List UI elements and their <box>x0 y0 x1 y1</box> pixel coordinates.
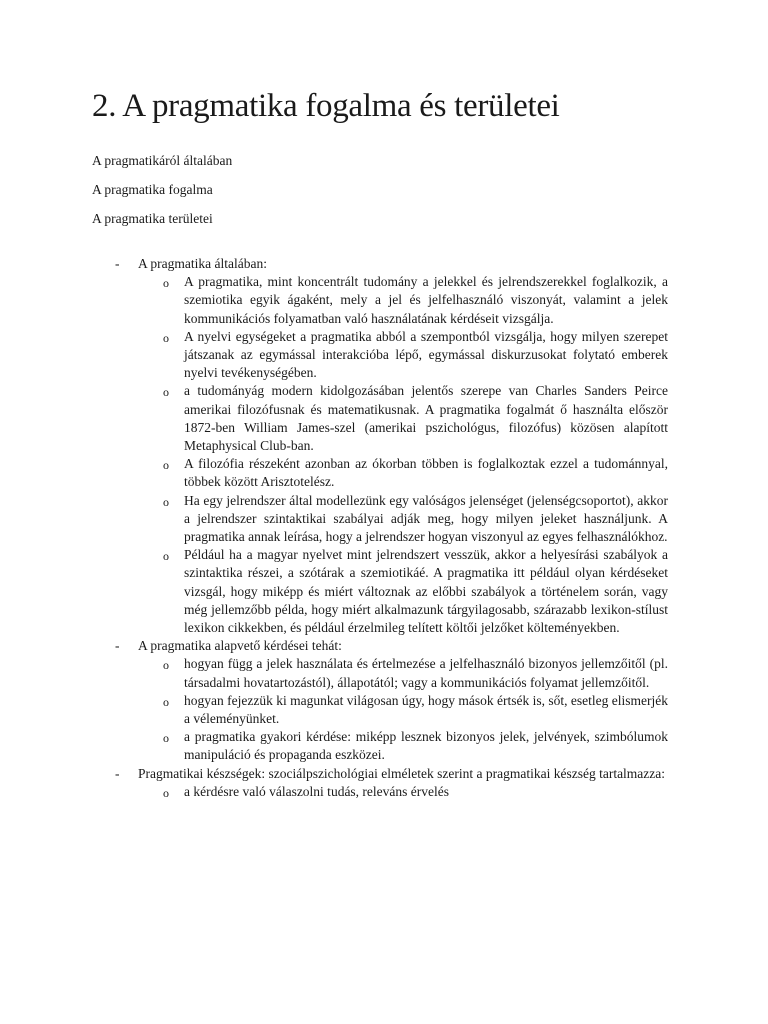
circle-bullet: o <box>163 330 169 345</box>
toc-item-general: A pragmatikáról általában <box>92 153 233 168</box>
list-item <box>138 546 668 637</box>
list-item-text: hogyan függ a jelek használata és értelmezése a jelfelhasználó bizonyos jellemzőitől (pl. társadalmi hovatartozástól), állapotától; vagy a kommunikációs folyamat jellemzőitől. <box>184 656 668 690</box>
list-item-text: a kérdésre való válaszolni tudás, releváns érvelés <box>184 783 450 799</box>
circle-bullet: o <box>163 385 169 400</box>
circle-bullet: o <box>163 494 169 509</box>
table-of-contents <box>92 152 676 227</box>
list-item <box>138 382 668 455</box>
list-item-text: Ha egy jelrendszer által modellezünk egy valóságos jelenséget (jelenségcsoportot), akkor a jelrendszer szintaktikai szabályai adják meg, hogy milyen jeleket használjunk. A pragmatika annak leírása, hogy a jelrendszer hogyan viszonyul az egyes felhasználókhoz. <box>184 492 668 545</box>
list-item-text: Például ha a magyar nyelvet mint jelrendszert vesszük, akkor a helyesírási szabályok a szintaktika részei, a szótárak a szemiotikáé. A pragmatika itt például olyan kérdéseket vizsgál, hogy miképp és miért változnak az előbbi szabályok a történelem során, vagy még jellemzőbb példa, hogy miért alkalmazunk tárgyilagosabb, szárazabb lexikon-stílust lexikon cikkekben, és például érzelmileg telített költői jelzőket költeményekben. <box>184 547 668 636</box>
list-item <box>138 328 668 383</box>
list-item-text: a pragmatika gyakori kérdése: miképp lesznek bizonyos jelek, jelvények, szimbólumok manipuláció és propaganda eszközei. <box>184 729 668 763</box>
circle-bullet: o <box>163 731 169 746</box>
circle-bullet: o <box>163 458 169 473</box>
list-item <box>138 655 668 691</box>
list-item-text: A pragmatika, mint koncentrált tudomány a jelekkel és jelrendszerekkel foglalkozik, a szemiotika egyik ágaként, mely a jel és jelfelhasználó viszonyát, valamint a jelek kommunikációs folyamatban való használatának kérdéseit vizsgálja. <box>184 274 668 326</box>
dash-bullet: - <box>115 638 120 654</box>
circle-bullet: o <box>163 785 169 800</box>
list-item <box>138 692 668 728</box>
list-item <box>138 728 668 764</box>
circle-bullet: o <box>163 549 169 564</box>
list-item-text: hogyan fejezzük ki magunkat világosan úgy, hogy mások értsék is, sőt, esetleg elismerjék a véleményünket. <box>184 692 668 727</box>
list-item-text: a tudományág modern kidolgozásában jelentős szerepe van Charles Sanders Peirce amerikai filozófusnak és matematikusnak. A pragmatika fogalmát ő használta először 1872-ben William James-szel (amerikai pszichológus, filozófus) közösen alapított Metaphysical Club-ban. <box>184 383 668 454</box>
page-title: 2. A pragmatika fogalma és területei <box>92 88 560 124</box>
dash-bullet: - <box>115 256 120 271</box>
list-item <box>138 492 668 547</box>
toc-item-concept: A pragmatika fogalma <box>92 182 213 197</box>
circle-bullet: o <box>163 276 169 291</box>
list-item-text: A nyelvi egységeket a pragmatika abból a szempontból vizsgálja, hogy milyen szerepet játszanak az egymással interakcióba lépő, egymással diskurzusokat folytató emberek nyelvi tevékenységében. <box>184 328 668 381</box>
section-heading: Pragmatikai készségek: szociálpszichológiai elméletek szerint a pragmatikai készség tartalmazza: <box>138 765 666 781</box>
list-item <box>138 273 668 328</box>
circle-bullet: o <box>163 658 169 673</box>
toc-item-areas: A pragmatika területei <box>92 211 213 226</box>
section-general <box>92 255 676 637</box>
sub-list <box>138 783 676 801</box>
section-basic-questions <box>92 637 676 764</box>
circle-bullet: o <box>163 694 169 709</box>
list-item <box>138 783 668 801</box>
list-item-text: A filozófia részeként azonban az ókorban többen is foglalkoztak ezzel a tudománnyal, többek között Arisztotelész. <box>184 456 668 490</box>
outline-list <box>92 255 676 801</box>
list-item <box>138 455 668 491</box>
section-heading: A pragmatika általában: <box>138 256 267 271</box>
section-pragmatic-skills <box>92 765 676 801</box>
sub-list <box>138 655 676 764</box>
dash-bullet: - <box>115 765 120 781</box>
sub-list <box>138 273 676 637</box>
section-heading: A pragmatika alapvető kérdései tehát: <box>138 638 342 654</box>
